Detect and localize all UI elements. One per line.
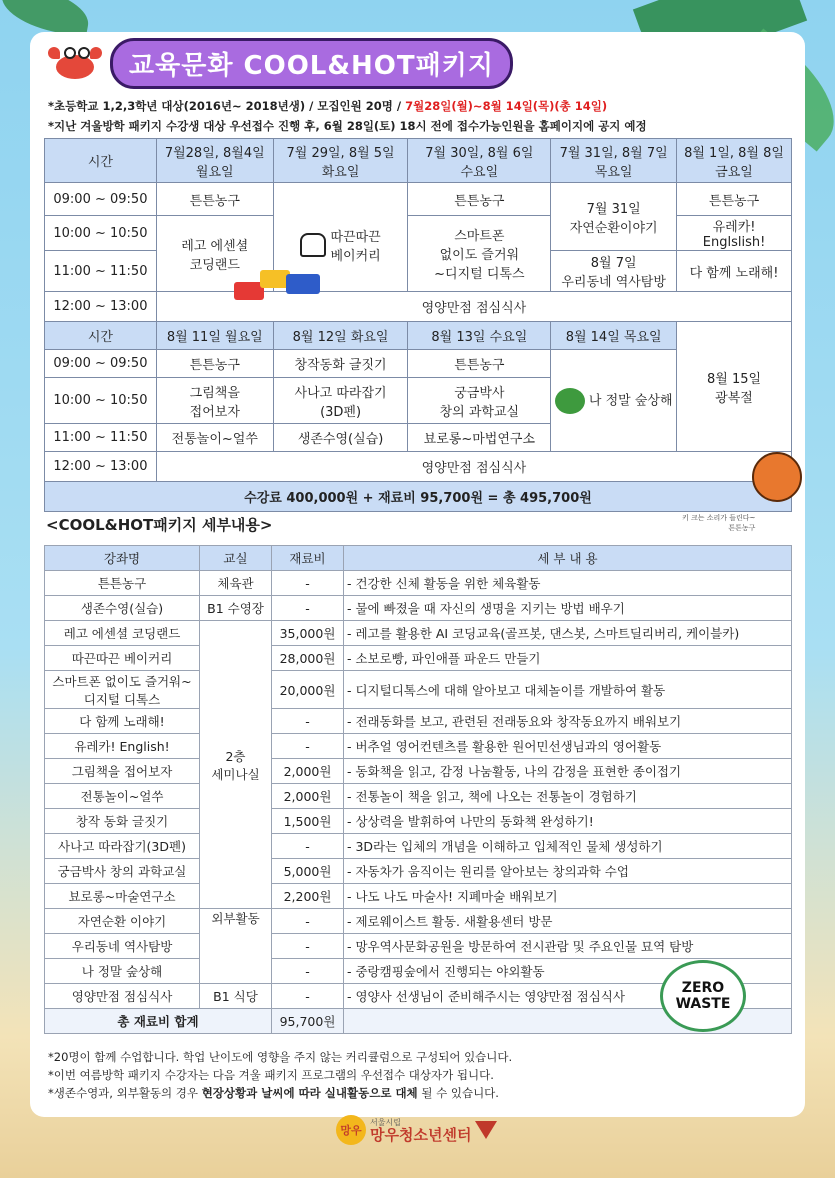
time-cell: 11:00 ~ 11:50 [45, 424, 157, 452]
material-fee: 2,000원 [272, 784, 344, 809]
class-cell: 튼튼농구 [408, 183, 551, 216]
center-logo [336, 1115, 497, 1145]
course-name: 자연순환 이야기 [45, 909, 200, 934]
holiday-cell: 8월 15일 광복절 [677, 322, 792, 452]
course-desc: - 물에 빠졌을 때 자신의 생명을 지키는 방법 배우기 [344, 596, 792, 621]
course-desc: - 디지털디톡스에 대해 알아보고 대체놀이를 개발하여 활동 [344, 671, 792, 709]
course-desc: - 동화책을 읽고, 감정 나눔활동, 나의 감정을 표현한 종이접기 [344, 759, 792, 784]
total-label: 총 재료비 합계 [45, 1009, 272, 1034]
course-name: 튼튼농구 [45, 571, 200, 596]
class-cell: 따끈따끈 베이커리 [273, 183, 408, 292]
class-cell: 그림책을 접어보자 [156, 378, 273, 424]
tree-icon [555, 388, 585, 414]
fee-summary: 수강료 400,000원 + 재료비 95,700원 = 총 495,700원 [45, 482, 792, 512]
material-fee: 2,000원 [272, 759, 344, 784]
course-desc: - 중랑캠핑숲에서 진행되는 야외활동 [344, 959, 792, 984]
course-name: 뵤로롱~마술연구소 [45, 884, 200, 909]
class-cell: 사나고 따라잡기 (3D펜) [273, 378, 408, 424]
time-cell: 09:00 ~ 09:50 [45, 183, 157, 216]
total-value: 95,700원 [272, 1009, 344, 1034]
material-fee: 1,500원 [272, 809, 344, 834]
footnote: *이번 여름방학 패키지 수강자는 다음 겨울 패키지 프로그램의 우선접수 대상자가 됩니다. [48, 1068, 494, 1082]
material-fee: - [272, 834, 344, 859]
zero-waste-badge: ZERO WASTE [660, 960, 746, 1032]
material-fee: 5,000원 [272, 859, 344, 884]
day-header: 7월28일, 8월4일 월요일 [156, 139, 273, 183]
class-cell: 8월 7일 우리동네 역사탐방 [551, 251, 677, 292]
footnote: *생존수영과, 외부활동의 경우 현장상황과 날씨에 따라 실내활동으로 대체 될 수 있습니다. [48, 1086, 499, 1100]
material-fee: 20,000원 [272, 671, 344, 709]
room: 체육관 [200, 571, 272, 596]
course-name: 생존수영(실습) [45, 596, 200, 621]
course-name: 스마트폰 없이도 즐거워~ 디지털 디톡스 [45, 671, 200, 709]
schedule-table [44, 138, 792, 512]
course-name: 그림책을 접어보자 [45, 759, 200, 784]
material-fee: 2,200원 [272, 884, 344, 909]
day-header: 7월 30일, 8월 6일 수요일 [408, 139, 551, 183]
course-desc: - 망우역사문화공원을 방문하여 전시관람 및 주요인물 묘역 탐방 [344, 934, 792, 959]
time-cell: 09:00 ~ 09:50 [45, 350, 157, 378]
class-cell: 궁금박사 창의 과학교실 [408, 378, 551, 424]
course-name: 다 함께 노래해! [45, 709, 200, 734]
course-name: 창작 동화 글짓기 [45, 809, 200, 834]
day-header: 7월 29일, 8월 5일 화요일 [273, 139, 408, 183]
course-name: 레고 에센셜 코딩랜드 [45, 621, 200, 646]
detail-table [44, 545, 792, 1034]
course-name: 따끈따끈 베이커리 [45, 646, 200, 671]
time-cell: 10:00 ~ 10:50 [45, 216, 157, 251]
day-header: 8월 14일 목요일 [551, 322, 677, 350]
day-header: 8월 1일, 8월 8일 금요일 [677, 139, 792, 183]
crab-icon [48, 43, 102, 83]
class-cell: 튼튼농구 [408, 350, 551, 378]
notice-priority: *지난 겨울방학 패키지 수강생 대상 우선접수 진행 후, 6월 28일(토) 18시 전에 접수가능인원을 홈페이지에 공지 예정 [48, 119, 647, 133]
page-title: 교육문화 COOL&HOT패키지 [110, 38, 513, 89]
class-cell: 스마트폰 없이도 즐거워 ~디지털 디톡스 [408, 216, 551, 292]
basketball-icon [752, 452, 802, 502]
day-header: 8월 11일 월요일 [156, 322, 273, 350]
class-cell: 생존수영(실습) [273, 424, 408, 452]
room: 2층 세미나실 [200, 621, 272, 909]
class-cell: 창작동화 글짓기 [273, 350, 408, 378]
col-header: 세 부 내 용 [344, 546, 792, 571]
lunch-cell: 영양만점 점심식사 [156, 292, 791, 322]
course-desc: - 제로웨이스트 활동. 새활용센터 방문 [344, 909, 792, 934]
class-cell: 유레카! Englslish! [677, 216, 792, 251]
footnote: *20명이 함께 수업합니다. 학업 난이도에 영향을 주지 않는 커리큘럼으로 구성되어 있습니다. [48, 1050, 513, 1064]
notice-target: *초등학교 1,2,3학년 대상(2016년~ 2018년생) / 모집인원 20명 / 7월28일(월)~8월 14일(목)(총 14일) [48, 99, 608, 113]
header [48, 38, 513, 88]
day-header: 8월 12일 화요일 [273, 322, 408, 350]
time-cell: 10:00 ~ 10:50 [45, 378, 157, 424]
lego-blocks-icon [234, 266, 324, 302]
course-desc: - 소보로빵, 파인애플 파운드 만들기 [344, 646, 792, 671]
course-name: 사나고 따라잡기(3D펜) [45, 834, 200, 859]
class-cell: 뵤로롱~마법연구소 [408, 424, 551, 452]
class-cell: 튼튼농구 [156, 350, 273, 378]
room: B1 식당 [200, 984, 272, 1009]
col-header: 재료비 [272, 546, 344, 571]
class-cell: 전통놀이~얼쑤 [156, 424, 273, 452]
course-name: 우리동네 역사탐방 [45, 934, 200, 959]
time-cell: 11:00 ~ 11:50 [45, 251, 157, 292]
day-header: 7월 31일, 8월 7일 목요일 [551, 139, 677, 183]
course-name: 나 정말 숲상해 [45, 959, 200, 984]
time-cell: 12:00 ~ 13:00 [45, 452, 157, 482]
course-desc: - 자동차가 움직이는 원리를 알아보는 창의과학 수업 [344, 859, 792, 884]
class-cell: 7월 31일 자연순환이야기 [551, 183, 677, 251]
notice-period: 7월28일(월)~8월 14일(목)(총 14일) [405, 99, 608, 113]
class-cell: 레고 에센셜 코딩랜드 [156, 216, 273, 292]
material-fee: - [272, 934, 344, 959]
course-name: 전통놀이~얼쑤 [45, 784, 200, 809]
logo-subtitle: 서울시립 [370, 1118, 401, 1127]
course-desc: - 나도 나도 마술사! 지폐마술 배워보기 [344, 884, 792, 909]
material-fee: - [272, 909, 344, 934]
course-desc: - 3D라는 입체의 개념을 이해하고 입체적인 물체 생성하기 [344, 834, 792, 859]
course-desc: - 전래동화를 보고, 관련된 전래동요와 창작동요까지 배워보기 [344, 709, 792, 734]
material-fee: - [272, 959, 344, 984]
material-fee: - [272, 709, 344, 734]
logo-mark: 망우 [336, 1115, 366, 1145]
time-header: 시간 [45, 322, 157, 350]
lunch-cell: 영양만점 점심식사 [156, 452, 791, 482]
material-fee: - [272, 596, 344, 621]
course-desc: - 전통놀이 책을 읽고, 책에 나오는 전통놀이 경험하기 [344, 784, 792, 809]
material-fee: 28,000원 [272, 646, 344, 671]
detail-section-title: <COOL&HOT패키지 세부내용> [46, 516, 273, 534]
course-desc: - 버추얼 영어컨텐츠를 활용한 원어민선생님과의 영어활동 [344, 734, 792, 759]
col-header: 교실 [200, 546, 272, 571]
time-header: 시간 [45, 139, 157, 183]
room: 외부활동 [200, 909, 272, 984]
course-desc: - 건강한 신체 활동을 위한 체육활동 [344, 571, 792, 596]
material-fee: - [272, 571, 344, 596]
ymca-triangle-icon [475, 1121, 497, 1139]
time-cell: 12:00 ~ 13:00 [45, 292, 157, 322]
day-header: 8월 13일 수요일 [408, 322, 551, 350]
room: B1 수영장 [200, 596, 272, 621]
course-desc: - 영양사 선생님이 준비해주시는 영양만점 점심식사 [344, 984, 792, 1009]
course-name: 영양만점 점심식사 [45, 984, 200, 1009]
material-fee: - [272, 984, 344, 1009]
class-cell: 나 정말 숲상해 [551, 350, 677, 452]
course-desc: - 상상력을 발휘하여 나만의 동화책 완성하기! [344, 809, 792, 834]
class-cell: 튼튼농구 [156, 183, 273, 216]
course-name: 궁금박사 창의 과학교실 [45, 859, 200, 884]
material-fee: 35,000원 [272, 621, 344, 646]
course-name: 유레카! English! [45, 734, 200, 759]
class-cell: 다 함께 노래해! [677, 251, 792, 292]
chef-hat-icon [300, 233, 326, 257]
logo-name: 망우청소년센터 [370, 1126, 472, 1144]
course-desc: - 레고를 활용한 AI 코딩교육(골프봇, 댄스봇, 스마트딜리버리, 케이블카) [344, 621, 792, 646]
material-fee: - [272, 734, 344, 759]
col-header: 강좌명 [45, 546, 200, 571]
basketball-caption: 키 크는 소리가 들린다~ 튼튼농구 [682, 514, 756, 532]
class-cell: 튼튼농구 [677, 183, 792, 216]
